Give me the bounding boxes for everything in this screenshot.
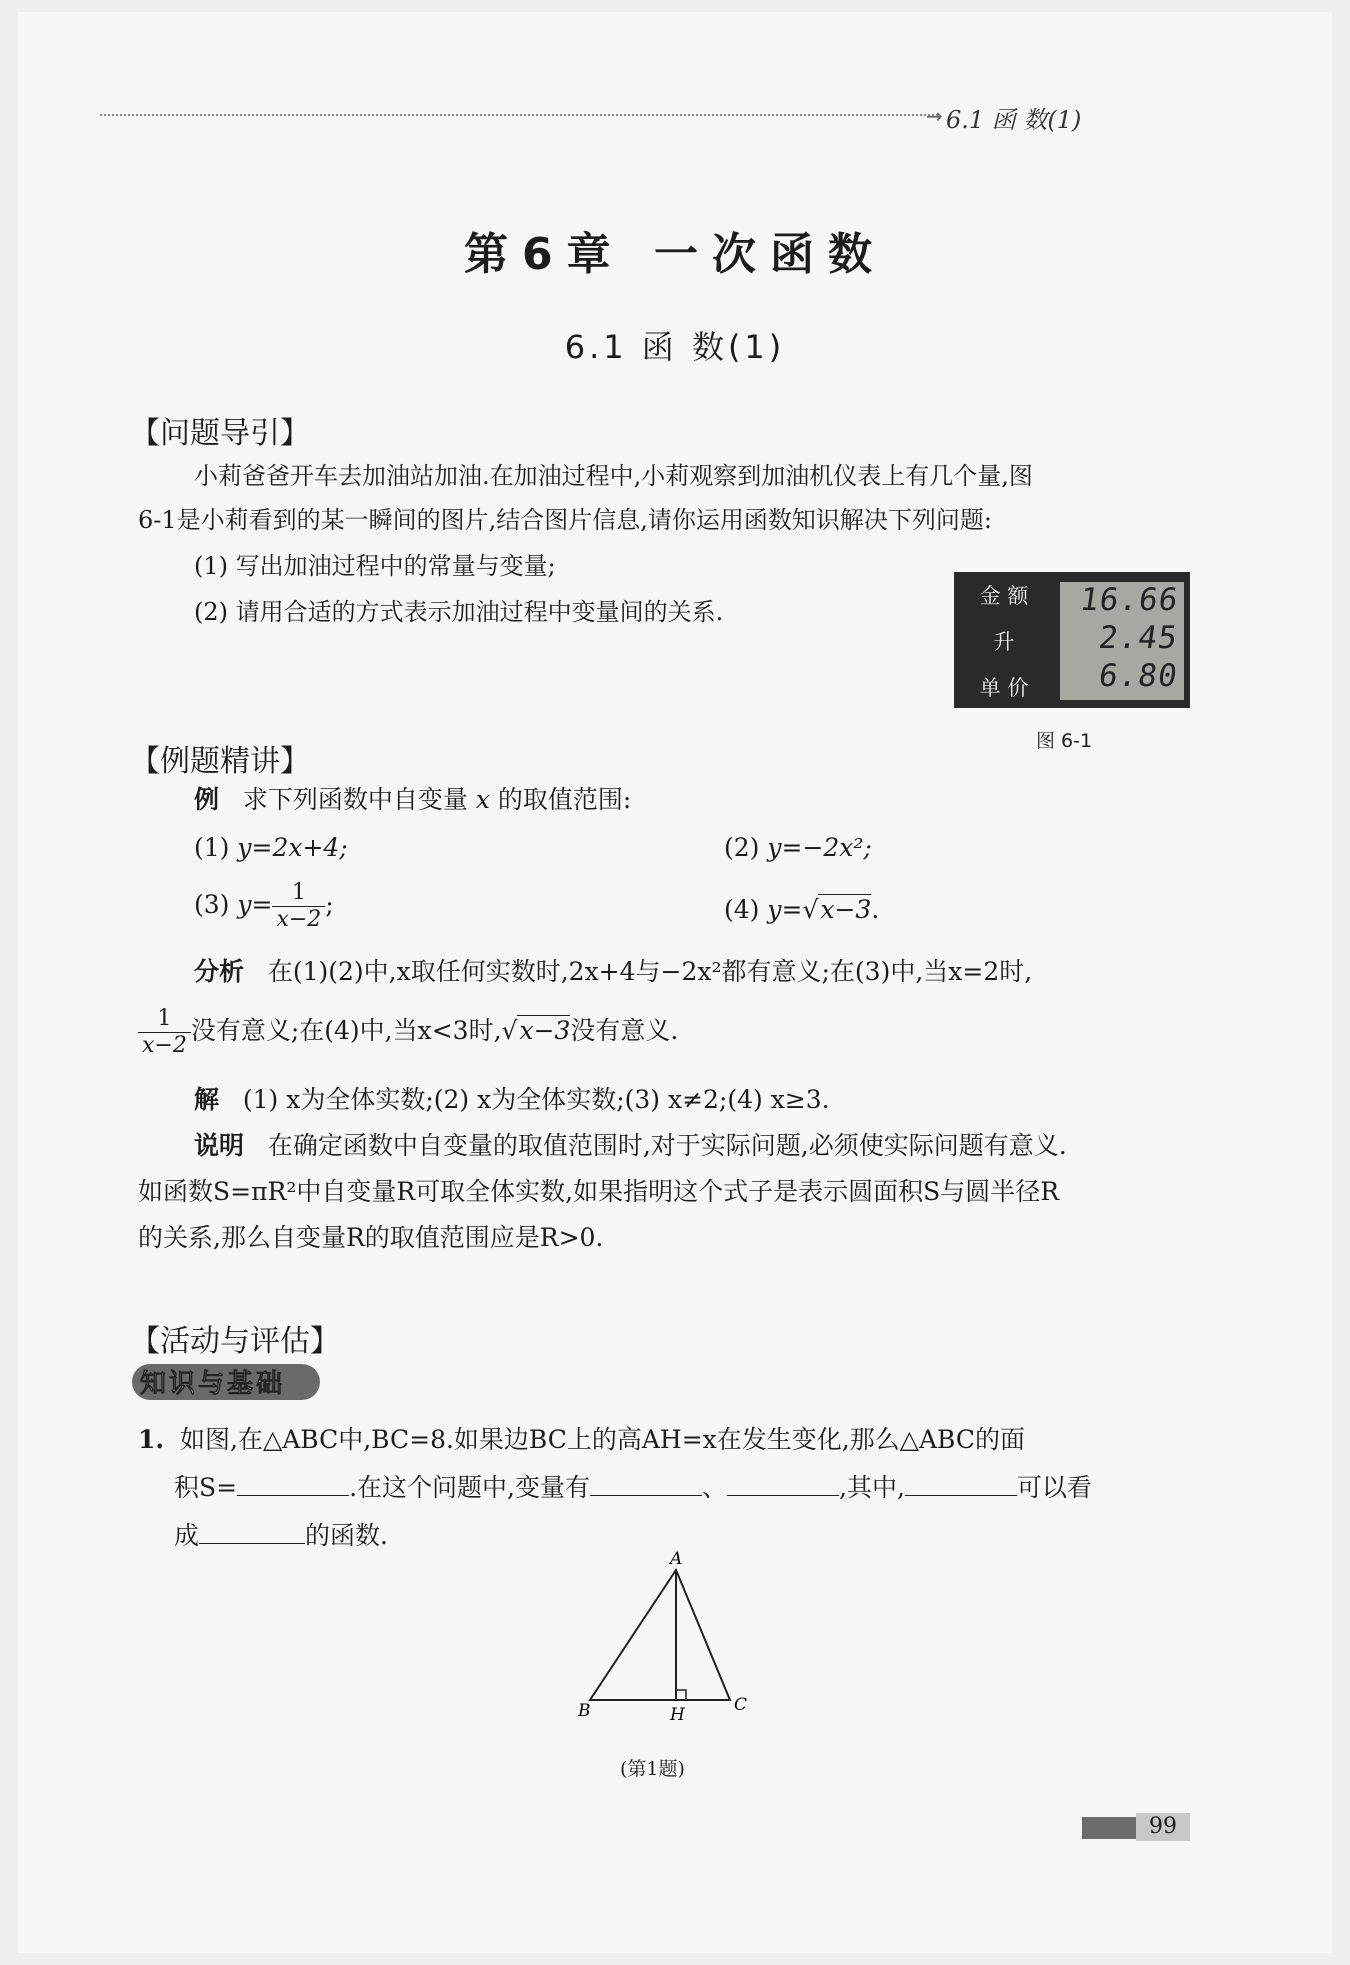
example-heading: 【例题精讲】 [130,744,310,779]
example-item-1: (1) y=2x+4; [194,833,348,862]
solution-label: 解 [194,1085,220,1114]
header-arrow-icon: → [926,104,943,128]
analysis-fraction: $\frac{1}{x-2}$ [138,1006,191,1059]
blank-area[interactable] [237,1473,349,1496]
blank-variable-1[interactable] [590,1473,702,1496]
intro-heading: 【问题导引】 [130,416,310,451]
example-item-3: (3) y= $\frac{1}{x-2}$ ; [194,880,334,932]
example-lead: 例 [194,785,220,814]
analysis-label: 分析 [194,957,245,986]
intro-line-2: 6-1是小莉看到的某一瞬间的图片,结合图片信息,请你运用函数知识解决下列问题: [138,506,992,534]
pump-lcd-panel [1060,582,1184,700]
blank-variable-2[interactable] [727,1473,839,1496]
note-line-1: 说明 在确定函数中自变量的取值范围时,对于实际问题,必须使实际问题有意义. [194,1131,1067,1160]
section-title: 6.1 函 数(1) [564,328,786,366]
vertex-c-label: C [734,1695,748,1715]
blank-dependent[interactable] [905,1473,1017,1496]
intro-question-2: (2) 请用合适的方式表示加油过程中变量间的关系. [194,598,724,626]
sqrt-sign: √ [802,895,819,924]
pump-label-amount: 金 额 [979,584,1029,608]
running-header: 6.1 函 数(1) [946,106,1082,134]
activity-heading: 【活动与评估】 [130,1324,340,1359]
fuel-pump-display [954,572,1190,708]
figure-q1-caption: (第1题) [620,1758,685,1780]
foot-h-label: H [670,1705,685,1725]
pump-value-liters: 2.45 [1096,620,1181,656]
solution-line: 解 (1) x为全体实数;(2) x为全体实数;(3) x≠2;(4) x≥3. [194,1085,830,1114]
pump-value-amount: 16.66 [1077,582,1181,618]
note-line-3: 的关系,那么自变量R的取值范围应是R>0. [138,1223,604,1252]
intro-question-1: (1) 写出加油过程中的常量与变量; [194,552,556,580]
note-line-2: 如函数S=πR²中自变量R可取全体实数,如果指明这个式子是表示圆面积S与圆半径R [138,1177,1060,1206]
header-dotted-rule [100,114,938,116]
blank-independent[interactable] [199,1521,305,1544]
intro-line-1: 小莉爸爸开车去加油站加油.在加油过程中,小莉观察到加油机仪表上有几个量,图 [194,462,1033,490]
question-1-line-2: 积S= .在这个问题中,变量有 、 ,其中, 可以看 [174,1473,1092,1502]
vertex-b-label: B [578,1701,591,1721]
vertex-a-label: A [670,1549,683,1569]
fraction-1-over-x-minus-2: $\frac{1}{x-2}$ [272,880,325,933]
note-label: 说明 [194,1131,245,1160]
pump-label-unit-price: 单 价 [979,676,1029,700]
analysis-line-1: 分析 在(1)(2)中,x取任何实数时,2x+4与−2x²都有意义;在(3)中,当x=2时, [194,957,1033,986]
page-number: 99 [1136,1813,1190,1841]
question-1-number: 1. [138,1425,165,1454]
chapter-title: 第6章 一次函数 [464,229,886,280]
triangle-abc-figure [560,1548,760,1728]
question-1-line-3: 成 的函数. [174,1521,388,1550]
analysis-line-2: $\frac{1}{x-2}$ 没有意义;在(4)中,当x<3时,√x−3没有意义. [138,1006,678,1059]
right-angle-mark [676,1690,686,1700]
triangle-abc [590,1570,730,1700]
question-1-line-1: 1. 如图,在△ABC中,BC=8.如果边BC上的高AH=x在发生变化,那么△ABC的面 [138,1425,1025,1454]
example-item-4: (4) y=√x−3. [724,895,880,924]
example-prompt: 例 求下列函数中自变量 x 的取值范围: [194,785,632,814]
pump-value-unit-price: 6.80 [1096,658,1181,694]
knowledge-badge: 知识与基础 [132,1364,320,1400]
figure-6-1-caption: 图 6-1 [1036,730,1093,752]
pump-label-liters: 升 [993,630,1015,654]
example-item-2: (2) y=−2x²; [724,833,872,862]
